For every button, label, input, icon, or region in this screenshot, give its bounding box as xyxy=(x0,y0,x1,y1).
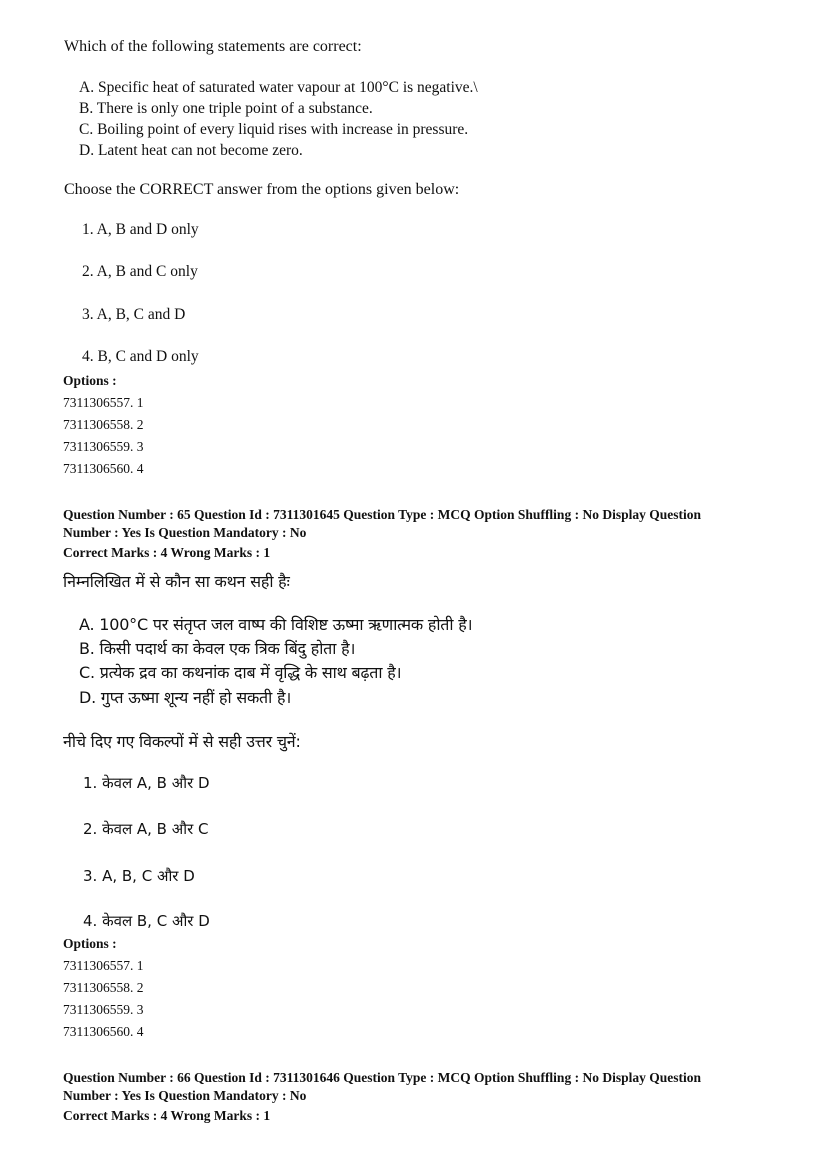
option-id-2: 7311306558. 2 xyxy=(63,417,144,432)
q65-meta-line1: Question Number : 65 Question Id : 7311301645 Question Type : MCQ Option Shuffling : No Display Question xyxy=(63,507,701,522)
hindi-statement-d: D. गुप्त ऊष्मा शून्य नहीं हो सकती है। xyxy=(79,688,292,707)
statement-b: B. There is only one triple point of a substance. xyxy=(79,100,373,117)
choice-3: 3. A, B, C and D xyxy=(82,306,186,323)
choice-2: 2. A, B and C only xyxy=(82,263,198,280)
hindi-statement-a: A. 100°C पर संतृप्त जल वाष्प की विशिष्ट ऊष्मा ऋणात्मक होती है। xyxy=(79,615,473,634)
choice-1: 1. A, B and D only xyxy=(82,221,199,238)
q66-meta-line2: Number : Yes Is Question Mandatory : No xyxy=(63,1088,307,1103)
choice-4: 4. B, C and D only xyxy=(82,348,199,365)
hindi-statement-c: C. प्रत्येक द्रव का कथनांक दाब में वृद्धि के साथ बढ़ता है। xyxy=(79,663,402,682)
q65-option-id-4: 7311306560. 4 xyxy=(63,1024,144,1039)
q65-option-id-3: 7311306559. 3 xyxy=(63,1002,144,1017)
hindi-choice-1: 1. केवल A, B और D xyxy=(83,774,210,792)
option-id-3: 7311306559. 3 xyxy=(63,439,144,454)
statement-d: D. Latent heat can not become zero. xyxy=(79,142,303,159)
options-label: Options : xyxy=(63,373,117,388)
option-id-4: 7311306560. 4 xyxy=(63,461,144,476)
q66-meta-line1: Question Number : 66 Question Id : 7311301646 Question Type : MCQ Option Shuffling : No Display Question xyxy=(63,1070,701,1085)
option-id-1: 7311306557. 1 xyxy=(63,395,144,410)
q66-marks: Correct Marks : 4 Wrong Marks : 1 xyxy=(63,1108,271,1123)
hindi-statement-b: B. किसी पदार्थ का केवल एक त्रिक बिंदु होता है। xyxy=(79,639,356,658)
statement-a: A. Specific heat of saturated water vapour at 100°C is negative.\ xyxy=(79,79,478,96)
hindi-choice-2: 2. केवल A, B और C xyxy=(83,820,209,838)
statement-c: C. Boiling point of every liquid rises with increase in pressure. xyxy=(79,121,469,138)
hindi-choice-3: 3. A, B, C और D xyxy=(83,867,195,885)
q65-option-id-1: 7311306557. 1 xyxy=(63,958,144,973)
question-text-hindi: निम्नलिखित में से कौन सा कथन सही हैः xyxy=(63,572,290,591)
question-text-english: Which of the following statements are correct: xyxy=(64,38,362,55)
q65-option-id-2: 7311306558. 2 xyxy=(63,980,144,995)
hindi-choice-4: 4. केवल B, C और D xyxy=(83,912,210,930)
q65-marks: Correct Marks : 4 Wrong Marks : 1 xyxy=(63,545,271,560)
q65-options-label: Options : xyxy=(63,936,117,951)
hindi-answer-prompt: नीचे दिए गए विकल्पों में से सही उत्तर चुनें: xyxy=(63,732,301,751)
q65-meta-line2: Number : Yes Is Question Mandatory : No xyxy=(63,525,307,540)
answer-prompt: Choose the CORRECT answer from the options given below: xyxy=(64,181,460,198)
